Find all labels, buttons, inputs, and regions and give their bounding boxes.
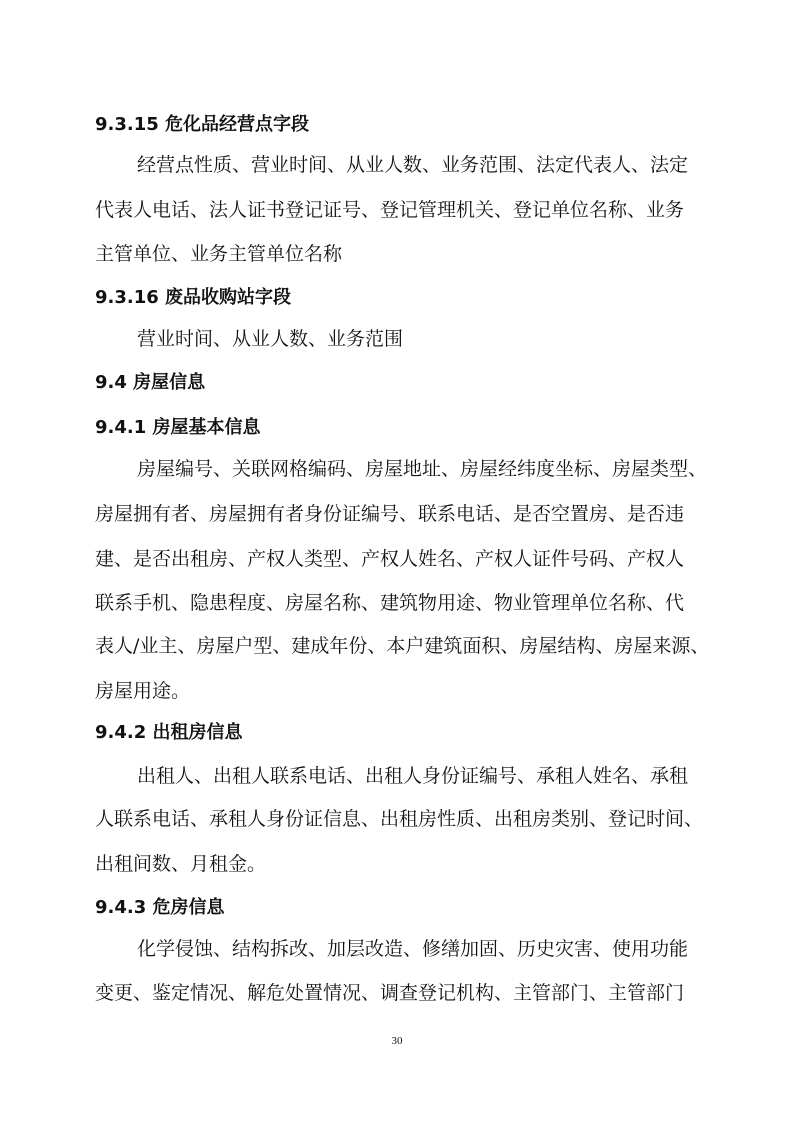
- section-heading: 9.3.16 废品收购站字段: [95, 287, 292, 308]
- body-line: 房屋编号、关联网格编码、房屋地址、房屋经纬度坐标、房屋类型、: [137, 458, 708, 480]
- body-line: 房屋拥有者、房屋拥有者身份证编号、联系电话、是否空置房、是否违: [95, 503, 685, 525]
- body-line: 出租人、出租人联系电话、出租人身份证编号、承租人姓名、承租: [137, 765, 689, 787]
- body-line: 变更、鉴定情况、解危处置情况、调查登记机构、主管部门、主管部门: [95, 982, 685, 1004]
- section-heading: 9.4.2 出租房信息: [95, 722, 243, 743]
- page-number: 30: [391, 1035, 403, 1047]
- body-line: 房屋用途。: [95, 680, 191, 702]
- body-line: 营业时间、从业人数、业务范围: [137, 328, 404, 350]
- body-line: 化学侵蚀、结构拆改、加层改造、修缮加固、历史灾害、使用功能: [137, 938, 689, 960]
- body-line: 人联系电话、承租人身份证信息、出租房性质、出租房类别、登记时间、: [95, 808, 704, 830]
- body-line: 经营点性质、营业时间、从业人数、业务范围、法定代表人、法定: [137, 154, 689, 176]
- body-line: 建、是否出租房、产权人类型、产权人姓名、产权人证件号码、产权人: [95, 548, 685, 570]
- body-line: 联系手机、隐患程度、房屋名称、建筑物用途、物业管理单位名称、代: [95, 592, 685, 614]
- section-heading: 9.4 房屋信息: [95, 372, 206, 393]
- section-heading: 9.4.3 危房信息: [95, 897, 225, 918]
- body-line: 主管单位、业务主管单位名称: [95, 243, 343, 265]
- body-line: 出租间数、月租金。: [95, 853, 267, 875]
- section-heading: 9.4.1 房屋基本信息: [95, 417, 261, 438]
- body-line: 表人/业主、房屋户型、建成年份、本户建筑面积、房屋结构、房屋来源、: [95, 635, 710, 657]
- body-line: 代表人电话、法人证书登记证号、登记管理机关、登记单位名称、业务: [95, 199, 685, 221]
- section-heading: 9.3.15 危化品经营点字段: [95, 114, 310, 135]
